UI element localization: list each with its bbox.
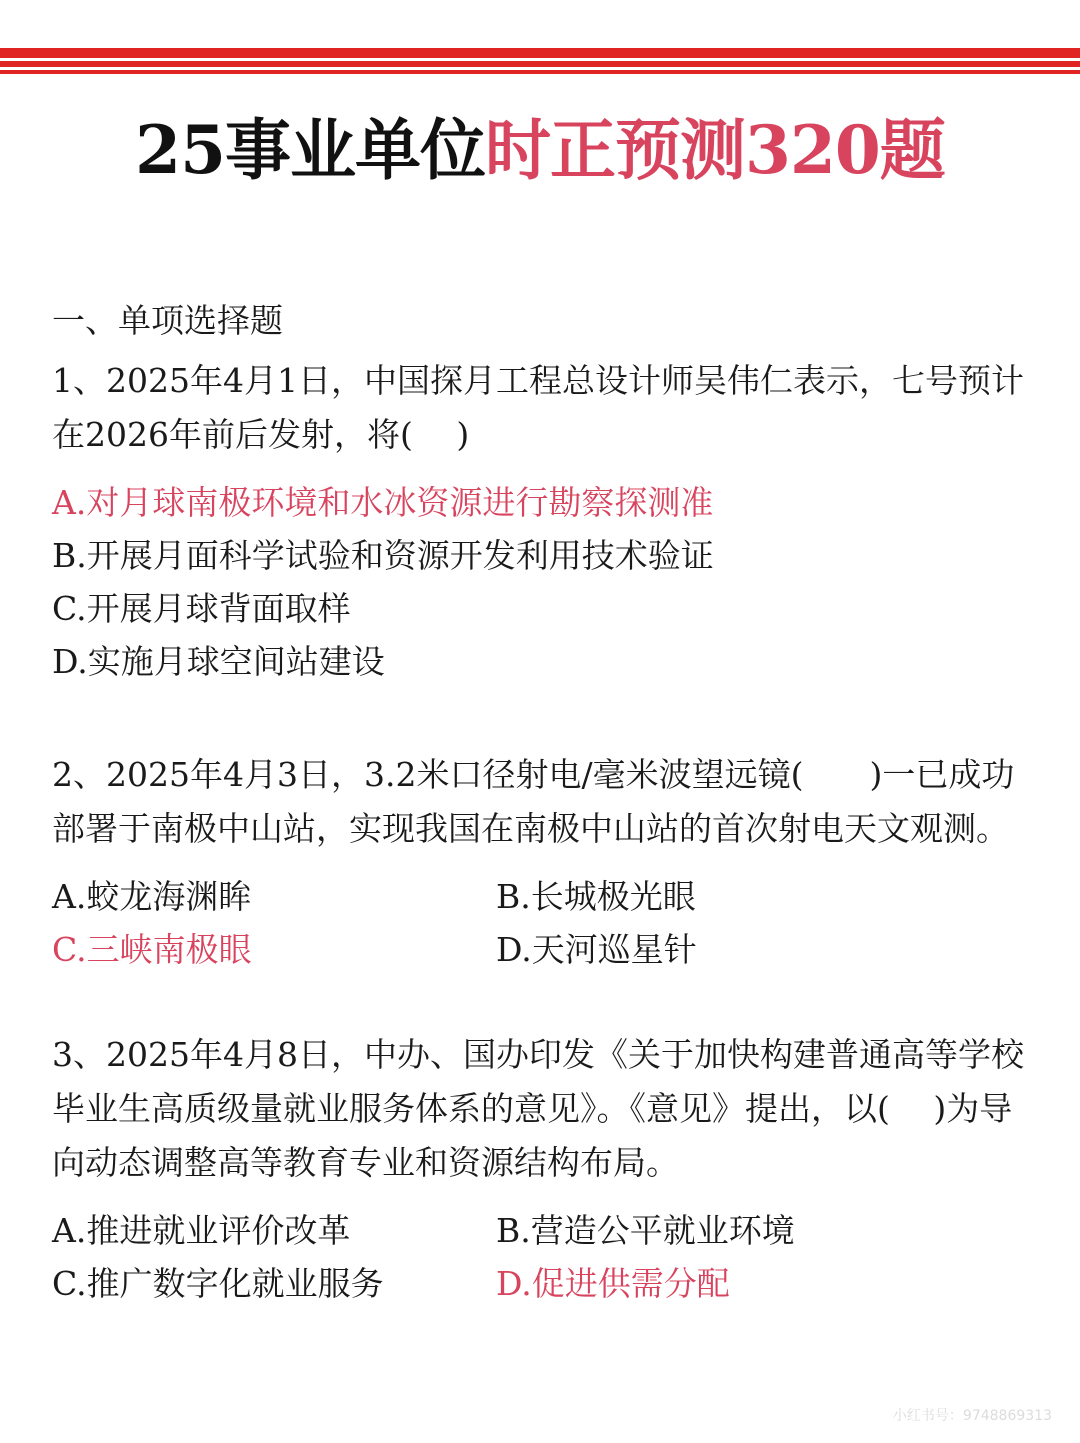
question-2-options: [52, 870, 1032, 976]
top-stripe-mid: [0, 61, 1080, 67]
question-2: [52, 748, 1032, 976]
question-3-text: 3、2025年4月8日，中办、国办印发《关于加快构建普通高等学校毕业生高质级量就业服务体系的意见》。《意见》提出，以( )为导向动态调整高等教育专业和资源结构布局。: [52, 1035, 1024, 1182]
title-black-part: 25事业单位: [135, 111, 486, 189]
question-1-text: 1、2025年4月1日，中国探月工程总设计师吴伟仁表示，七号预计在2026年前后发射，将( ): [52, 361, 1024, 454]
top-stripe-thin: [0, 70, 1080, 74]
question-2-text: 2、2025年4月3日，3.2米口径射电/毫米波望远镜( )一已成功部署于南极中山站，实现我国在南极中山站的首次射电天文观测。: [52, 755, 1015, 848]
q1-option-d: D.实施月球空间站建设: [52, 642, 385, 681]
q3-option-d: D.促进供需分配: [496, 1264, 730, 1303]
q3-option-b: B.营造公平就业环境: [496, 1211, 795, 1250]
question-3: [52, 1028, 1032, 1310]
q2-option-a: A.蛟龙海渊眸: [52, 877, 252, 916]
top-stripe-thick: [0, 48, 1080, 58]
title-red-part: 时正预测320题: [485, 111, 945, 189]
q2-option-c: C.三峡南极眼: [52, 930, 252, 969]
question-1-options: [52, 476, 1032, 688]
q1-option-b: B.开展月面科学试验和资源开发利用技术验证: [52, 536, 714, 575]
section-title: 一、单项选择题: [52, 301, 283, 340]
page-title: [0, 110, 1080, 190]
q1-option-c: C.开展月球背面取样: [52, 589, 351, 628]
question-1: [52, 354, 1032, 688]
watermark: 小红书号：9748869313: [892, 1408, 1052, 1424]
q1-option-a: A.对月球南极环境和水冰资源进行勘察探测准: [52, 483, 714, 522]
q2-option-d: D.天河巡星针: [496, 930, 697, 969]
question-content: [52, 294, 1032, 1310]
q3-option-c: C.推广数字化就业服务: [52, 1264, 384, 1303]
question-3-options: [52, 1204, 1032, 1310]
q2-option-b: B.长城极光眼: [496, 877, 696, 916]
q3-option-a: A.推进就业评价改革: [52, 1211, 351, 1250]
